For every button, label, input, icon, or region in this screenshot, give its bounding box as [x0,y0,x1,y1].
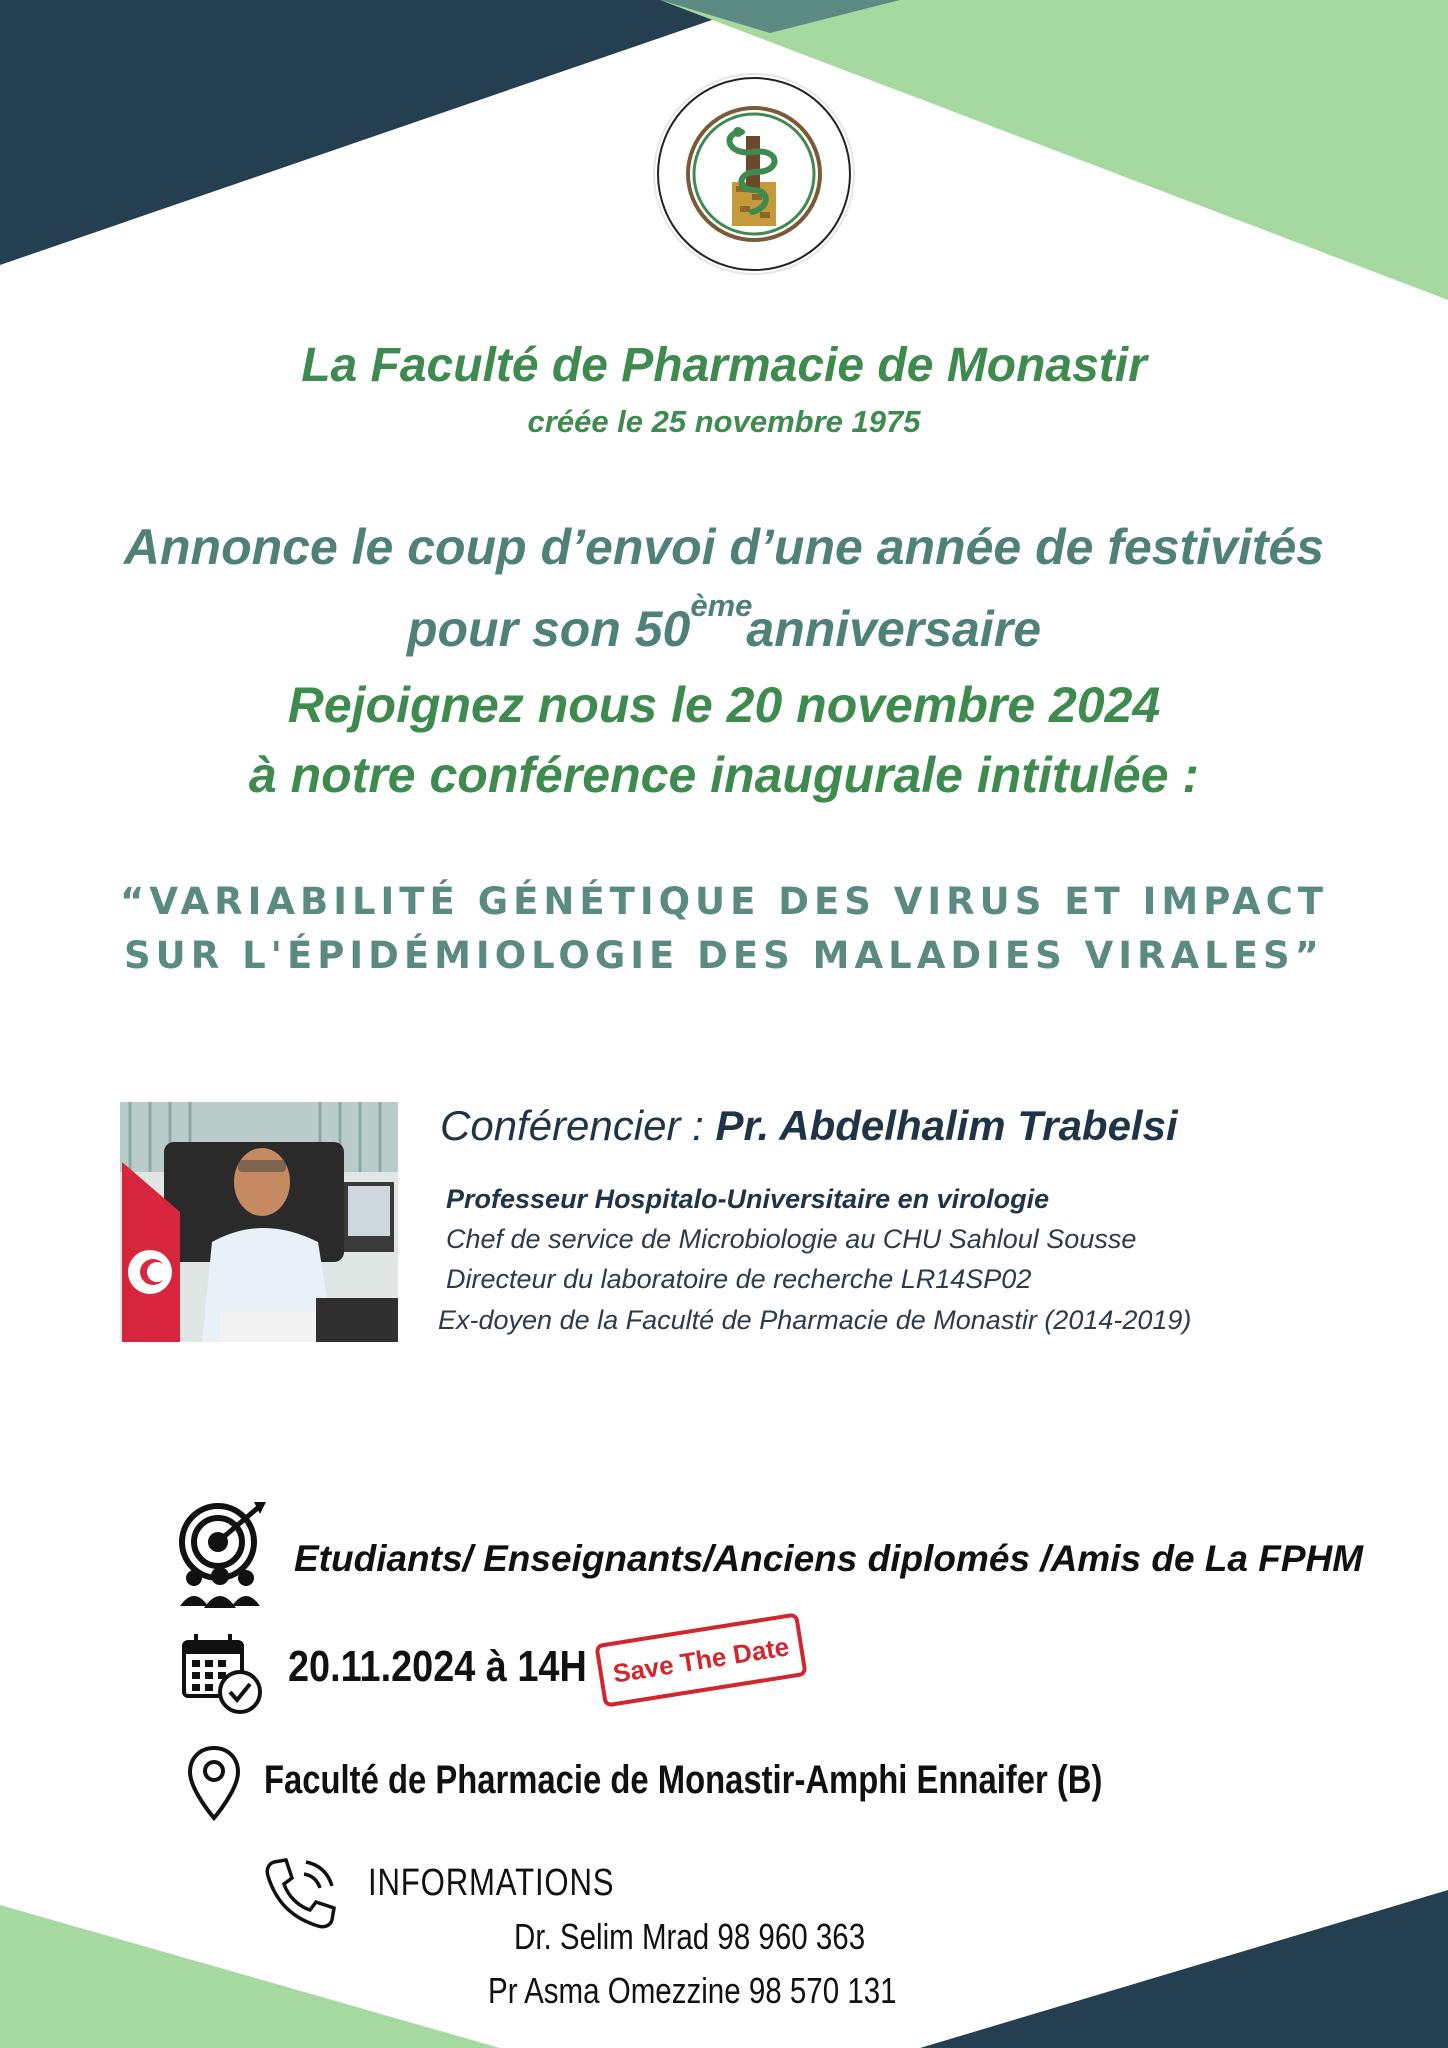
target-audience-icon [176,1500,268,1610]
announcement-line-1: Annonce le coup d’envoi d’une année de festivités [123,519,1325,575]
speaker-bio-item: Ex-doyen de la Faculté de Pharmacie de Monastir (2014-2019) [438,1305,1192,1335]
announcement-line-2 [0,588,1448,658]
bottom-right-navy-triangle [920,1890,1448,2048]
speaker-bio-item: Directeur du laboratoire de recherche LR14SP02 [446,1264,1032,1294]
event-venue: Faculté de Pharmacie de Monastir-Amphi Ennaifer (B) [264,1758,1103,1802]
faculty-creation-date: créée le 25 novembre 1975 [527,404,921,439]
speaker-photo [120,1102,398,1342]
contact-item: Dr. Selim Mrad 98 960 363 [514,1916,866,1957]
contact-item: Pr Asma Omezzine 98 570 131 [488,1970,897,2011]
location-pin-icon [186,1744,242,1822]
event-datetime: 20.11.2024 à 14H [288,1642,587,1691]
speaker-label: Conférencier : [440,1102,716,1149]
speaker-line [440,1102,1178,1150]
announcement-number: pour son 50 [406,601,691,657]
join-line-2: à notre conférence inaugurale intitulée : [248,747,1200,803]
conference-title-line-1: “VARIABILITÉ GÉNÉTIQUE DES VIRUS ET IMPACT [120,880,1328,923]
announcement-anniversary: anniversaire [746,601,1042,657]
bottom-left-green-triangle [0,1905,500,2048]
announcement-ordinal: ème [690,588,753,623]
calendar-icon [180,1630,266,1716]
faculty-logo [652,72,856,276]
speaker-bio-item: Professeur Hospitalo-Universitaire en virologie [446,1184,1050,1214]
informations-heading: INFORMATIONS [368,1862,615,1904]
phone-icon [260,1852,342,1934]
speaker-bio-item: Chef de service de Microbiologie au CHU Sahloul Sousse [446,1224,1137,1254]
event-audience: Etudiants/ Enseignants/Anciens diplomés /Amis de La FPHM [294,1538,1364,1579]
speaker-name: Pr. Abdelhalim Trabelsi [715,1102,1178,1149]
save-the-date-stamp: Save The Date [594,1612,807,1707]
join-line-1: Rejoignez nous le 20 novembre 2024 [287,677,1161,733]
conference-title-line-2: SUR L'ÉPIDÉMIOLOGIE DES MALADIES VIRALES” [124,934,1324,977]
faculty-title: La Faculté de Pharmacie de Monastir [301,339,1147,392]
